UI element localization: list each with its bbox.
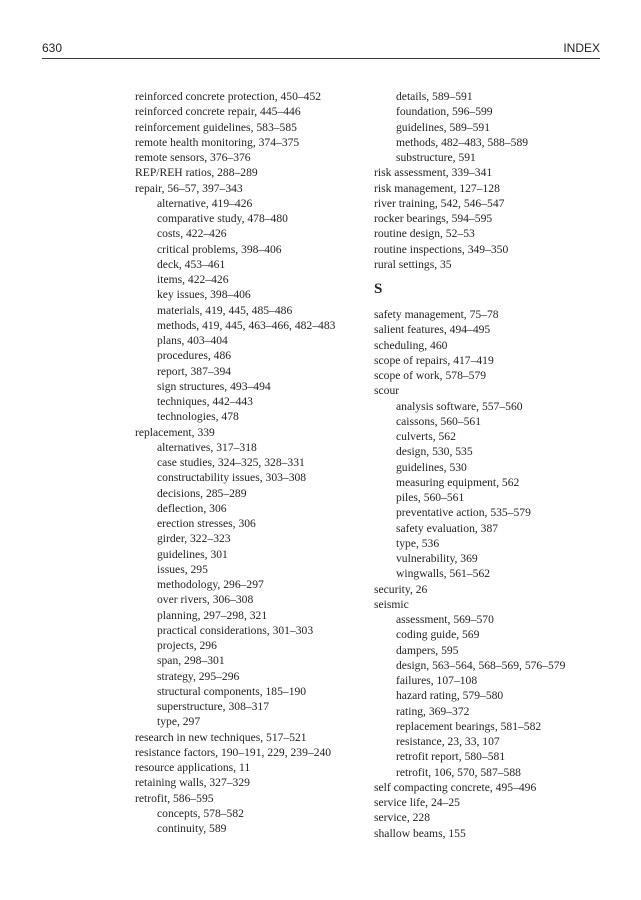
index-entry: safety management, 75–78: [374, 308, 499, 321]
index-subentry: details, 589–591: [396, 90, 473, 103]
index-subentry: issues, 295: [157, 562, 208, 576]
index-entry: retaining walls, 327–329: [135, 776, 250, 790]
running-header: [42, 40, 600, 59]
index-entry: repair, 56–57, 397–343: [135, 181, 243, 195]
index-subentry: foundation, 596–599: [396, 105, 493, 119]
index-subentry: measuring equipment, 562: [396, 475, 520, 489]
index-subentry: failures, 107–108: [396, 674, 478, 687]
index-subentry: items, 422–426: [157, 273, 229, 286]
index-entry: resource applications, 11: [135, 761, 251, 774]
index-subentry: practical considerations, 301–303: [157, 623, 314, 637]
index-subentry: plans, 403–404: [157, 334, 228, 347]
index-subentry: erection stresses, 306: [157, 517, 256, 530]
index-entry: salient features, 494–495: [374, 323, 491, 337]
index-subentry: sign structures, 493–494: [157, 379, 271, 393]
index-subentry: retrofit report, 580–581: [396, 750, 506, 764]
index-entry: reinforced concrete protection, 450–452: [135, 90, 322, 103]
index-subentry: constructability issues, 303–308: [157, 471, 307, 485]
page-number: 630: [42, 41, 63, 55]
index-subentry: resistance, 23, 33, 107: [396, 735, 500, 748]
index-subentry: preventative action, 535–579: [396, 506, 531, 520]
index-subentry: wingwalls, 561–562: [396, 567, 491, 581]
index-entry: self compacting concrete, 495–496: [374, 780, 537, 794]
index-subentry: continuity, 589: [157, 822, 227, 835]
index-subentry: piles, 560–561: [396, 491, 465, 504]
index-entry: river training, 542, 546–547: [374, 196, 505, 210]
index-subentry: methodology, 296–297: [157, 578, 264, 591]
index-subentry: retrofit, 106, 570, 587–588: [396, 765, 521, 779]
index-subentry: guidelines, 301: [157, 547, 228, 561]
index-entry: remote health monitoring, 374–375: [135, 135, 300, 149]
index-entry: routine design, 52–53: [374, 227, 475, 241]
section-letter-heading: S: [374, 281, 383, 297]
index-subentry: planning, 297–298, 321: [157, 608, 268, 622]
index-entry: replacement, 339: [135, 425, 215, 439]
index-subentry: costs, 422–426: [157, 227, 227, 241]
index-subentry: replacement bearings, 581–582: [396, 719, 542, 733]
index-subentry: deck, 453–461: [157, 257, 226, 271]
index-subentry: vulnerability, 369: [396, 552, 478, 565]
index-entry: seismic: [374, 597, 409, 611]
index-subentry: structural components, 185–190: [157, 684, 307, 698]
index-subentry: dampers, 595: [396, 643, 459, 657]
index-subentry: alternative, 419–426: [157, 196, 253, 210]
index-entry: reinforced concrete repair, 445–446: [135, 105, 301, 119]
index-entry: scour: [374, 384, 400, 398]
index-subentry: comparative study, 478–480: [157, 212, 288, 225]
index-entry: routine inspections, 349–350: [374, 242, 509, 256]
section-title: INDEX: [563, 41, 600, 55]
index-entry: security, 26: [374, 582, 428, 596]
index-subentry: span, 298–301: [157, 654, 225, 668]
index-column-right: [374, 89, 606, 841]
index-subentry: technologies, 478: [157, 410, 239, 424]
index-entry: scope of work, 578–579: [374, 369, 487, 382]
index-subentry: methods, 482–483, 588–589: [396, 135, 529, 149]
index-subentry: critical problems, 398–406: [157, 242, 282, 256]
index-subentry: over rivers, 306–308: [157, 593, 254, 607]
index-subentry: deflection, 306: [157, 501, 227, 515]
index-subentry: concepts, 578–582: [157, 806, 244, 820]
index-subentry: analysis software, 557–560: [396, 399, 523, 413]
index-entry: retrofit, 586–595: [135, 791, 214, 805]
index-column-left: [135, 89, 367, 836]
index-subentry: type, 536: [396, 536, 440, 550]
index-entry: risk management, 127–128: [374, 181, 500, 195]
index-subentry: rating, 369–372: [396, 704, 470, 718]
index-subentry: substructure, 591: [396, 151, 476, 164]
index-entry: risk assessment, 339–341: [374, 166, 493, 180]
index-subentry: projects, 296: [157, 639, 217, 652]
index-subentry: design, 563–564, 568–569, 576–579: [396, 658, 566, 672]
index-subentry: materials, 419, 445, 485–486: [157, 303, 293, 317]
index-entry: reinforcement guidelines, 583–585: [135, 120, 297, 134]
index-subentry: superstructure, 308–317: [157, 700, 270, 713]
index-subentry: guidelines, 530: [396, 460, 467, 474]
index-entry: resistance factors, 190–191, 229, 239–240: [135, 745, 332, 759]
index-subentry: type, 297: [157, 715, 201, 729]
index-subentry: safety evaluation, 387: [396, 521, 499, 535]
index-subentry: guidelines, 589–591: [396, 120, 491, 134]
index-subentry: caissons, 560–561: [396, 414, 482, 428]
index-entry: REP/REH ratios, 288–289: [135, 166, 258, 180]
index-entry: service life, 24–25: [374, 796, 460, 809]
index-entry: shallow beams, 155: [374, 826, 466, 840]
index-subentry: design, 530, 535: [396, 445, 473, 459]
index-subentry: report, 387–394: [157, 364, 232, 378]
index-subentry: case studies, 324–325, 328–331: [157, 456, 305, 469]
index-entry: scope of repairs, 417–419: [374, 353, 494, 367]
index-subentry: decisions, 285–289: [157, 486, 247, 500]
index-subentry: girder, 322–323: [157, 532, 231, 546]
index-entry: remote sensors, 376–376: [135, 151, 251, 164]
index-subentry: assessment, 569–570: [396, 613, 494, 626]
index-entry: research in new techniques, 517–521: [135, 730, 307, 744]
index-subentry: hazard rating, 579–580: [396, 689, 504, 703]
index-entry: rocker bearings, 594–595: [374, 212, 493, 225]
index-entry: rural settings, 35: [374, 257, 452, 271]
index-entry: scheduling, 460: [374, 338, 448, 352]
index-subentry: coding guide, 569: [396, 628, 480, 642]
index-subentry: strategy, 295–296: [157, 669, 240, 683]
index-subentry: methods, 419, 445, 463–466, 482–483: [157, 318, 336, 332]
index-subentry: techniques, 442–443: [157, 395, 253, 408]
index-subentry: procedures, 486: [157, 349, 232, 363]
index-subentry: key issues, 398–406: [157, 288, 251, 302]
index-subentry: culverts, 562: [396, 430, 456, 443]
index-entry: service, 228: [374, 811, 431, 825]
index-subentry: alternatives, 317–318: [157, 440, 257, 454]
